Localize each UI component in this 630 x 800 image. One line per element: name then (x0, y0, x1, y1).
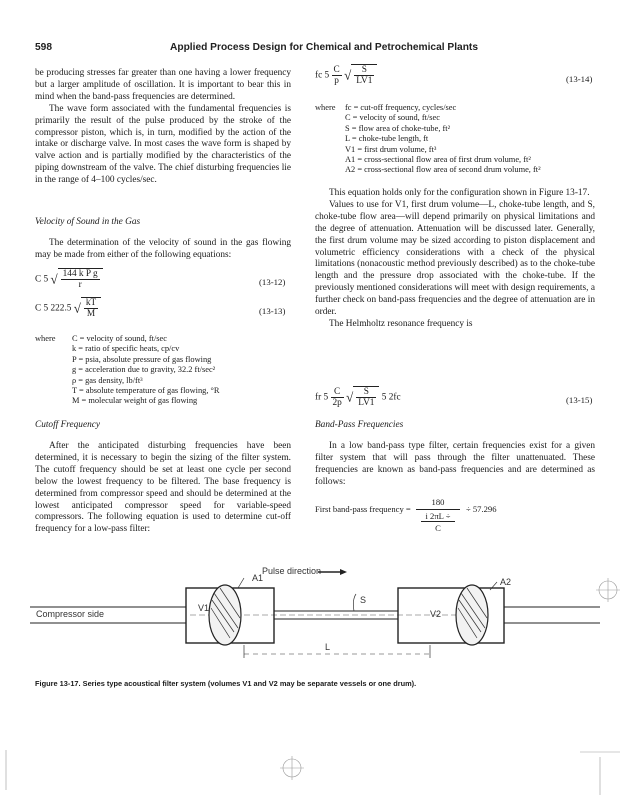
equation-number: (13-13) (259, 306, 286, 316)
definition-line: fc = cut-off frequency, cycles/sec (345, 103, 457, 112)
paragraph: The wave form associated with the fundamental frequencies is primarily the result of the pulse produced by the stroke of the compressor piston, which is, in turn, modified by the action of the intake or discharge valve. In most cases the wave form is shaped by valve action and is partially modified by the characteristics of the piping downstream of the valve. The chief disturbing frequencies lie in the range of 4–100 cycles/sec. (35, 103, 291, 186)
paragraph: This equation holds only for the configuration shown in Figure 13-17. (329, 188, 590, 198)
equation-number: (13-15) (566, 395, 593, 405)
s-label: S (360, 595, 367, 605)
a2-label: A2 (500, 577, 512, 587)
running-title: Applied Process Design for Chemical and Petrochemical Plants (170, 42, 478, 53)
definition-line: k = ratio of specific heats, cp/cv (72, 344, 180, 354)
figure-caption: Figure 13-17. Series type acoustical filter system (volumes V1 and V2 may be separate vessels or one drum). (35, 679, 417, 688)
section-heading: Cutoff Frequency (35, 420, 100, 430)
definition-line: V1 = first drum volume, ft³ (345, 144, 437, 154)
section-heading: Velocity of Sound in the Gas (35, 217, 141, 227)
paragraph: The Helmholtz resonance frequency is (329, 318, 473, 329)
band-pass-lhs: First band-pass frequency = (315, 504, 411, 514)
equation-13-15: fr 5 $\frac{C}{2p}$ √ $\frac{S}{LV1}$ 5 2fc (315, 387, 401, 408)
page-number: 598 (35, 42, 52, 53)
band-pass-denominator: C (435, 523, 441, 533)
compressor-side-label: Compressor side (36, 609, 105, 619)
equation-13-12: C 5 √ $\frac{\text{144 k P g}}{r}$ (35, 268, 103, 290)
band-pass-mid: i 2πL ÷ (425, 511, 451, 521)
definition-line: T = absolute temperature of gas flowing, °R (72, 386, 220, 396)
equation-13-14: fc 5 $\frac{C}{p}$ √ $\frac{S}{LV1}$ (315, 64, 377, 86)
definition-line: g = acceleration due to gravity, 32.2 ft/sec² (72, 365, 216, 375)
paragraph: Values to use for V1, first drum volume—L, choke-tube length, and S, choke-tube flow area—will depend primarily on physical limitations and the degree of attenuation. Attenuation will be discussed later. Generally, the first drum volume may be sized according to piston displacement and volumetric efficiency considerations with a check of the physical limitations (nonacoustic method previously described) as to the choke-tube length and the pressure drop associated with the choke-tube. If the previously mentioned considerations will meet with design requirements, a further check on band-pass frequencies and the degree of attenuation are in order. (315, 199, 595, 318)
v1-label: V1 (198, 603, 210, 613)
definition-line: A1 = cross-sectional flow area of first drum volume, ft² (345, 155, 531, 165)
band-pass-tail: ÷ 57.296 (466, 504, 497, 514)
where-label: where (35, 334, 56, 343)
definition-line: M = molecular weight of gas flowing (72, 396, 198, 406)
l-label: L (325, 642, 331, 652)
definition-line: S = flow area of choke-tube, ft² (345, 123, 451, 133)
a1-label: A1 (252, 573, 264, 583)
where-label: where (315, 103, 336, 112)
band-pass-numerator: 180 (431, 497, 445, 507)
equation-number: (13-14) (566, 74, 593, 84)
equation-13-13: C 5 222.5 √ $\frac{kT}{M}$ (35, 297, 101, 319)
definition-line: C = velocity of sound, ft/sec (72, 334, 167, 343)
v2-label: V2 (430, 609, 442, 619)
equation-number: (13-12) (259, 277, 286, 287)
pulse-direction-label: Pulse direction (262, 566, 322, 576)
definition-line: L = choke-tube length, ft (345, 134, 429, 144)
paragraph: After the anticipated disturbing frequencies have been determined, it is necessary to begin the sizing of the filter system. The cutoff frequency should be set at least one cycle per second below the lowest frequency to be filtered. The base frequency is determined from compressor speed and should be determined at the lowest anticipated compressor speed for variable-speed compressors. The following equation is used to determine cut-off frequency for a low-pass filter: (35, 441, 291, 535)
paragraph: be producing stresses far greater than one having a lower frequency but a larger amplitude of oscillation. It is important to bear this in mind when the band-pass frequencies are determined. (35, 68, 291, 102)
section-heading: Band-Pass Frequencies (315, 420, 404, 430)
paragraph: In a low band-pass type filter, certain frequencies exist for a given filter system that will pass through the filter unattenuated. These frequencies are known as band-pass frequencies and are determined as follows: (315, 441, 595, 487)
definition-line: A2 = cross-sectional flow area of second drum volume, ft² (345, 165, 541, 175)
definition-line: P = psia, absolute pressure of gas flowing (72, 354, 212, 364)
paragraph: The determination of the velocity of sound in the gas flowing may be made from either of the following equations: (35, 238, 291, 260)
definition-line: C = velocity of sound, ft/sec (345, 113, 440, 123)
definition-line: ρ = gas density, lb/ft³ (72, 375, 143, 385)
